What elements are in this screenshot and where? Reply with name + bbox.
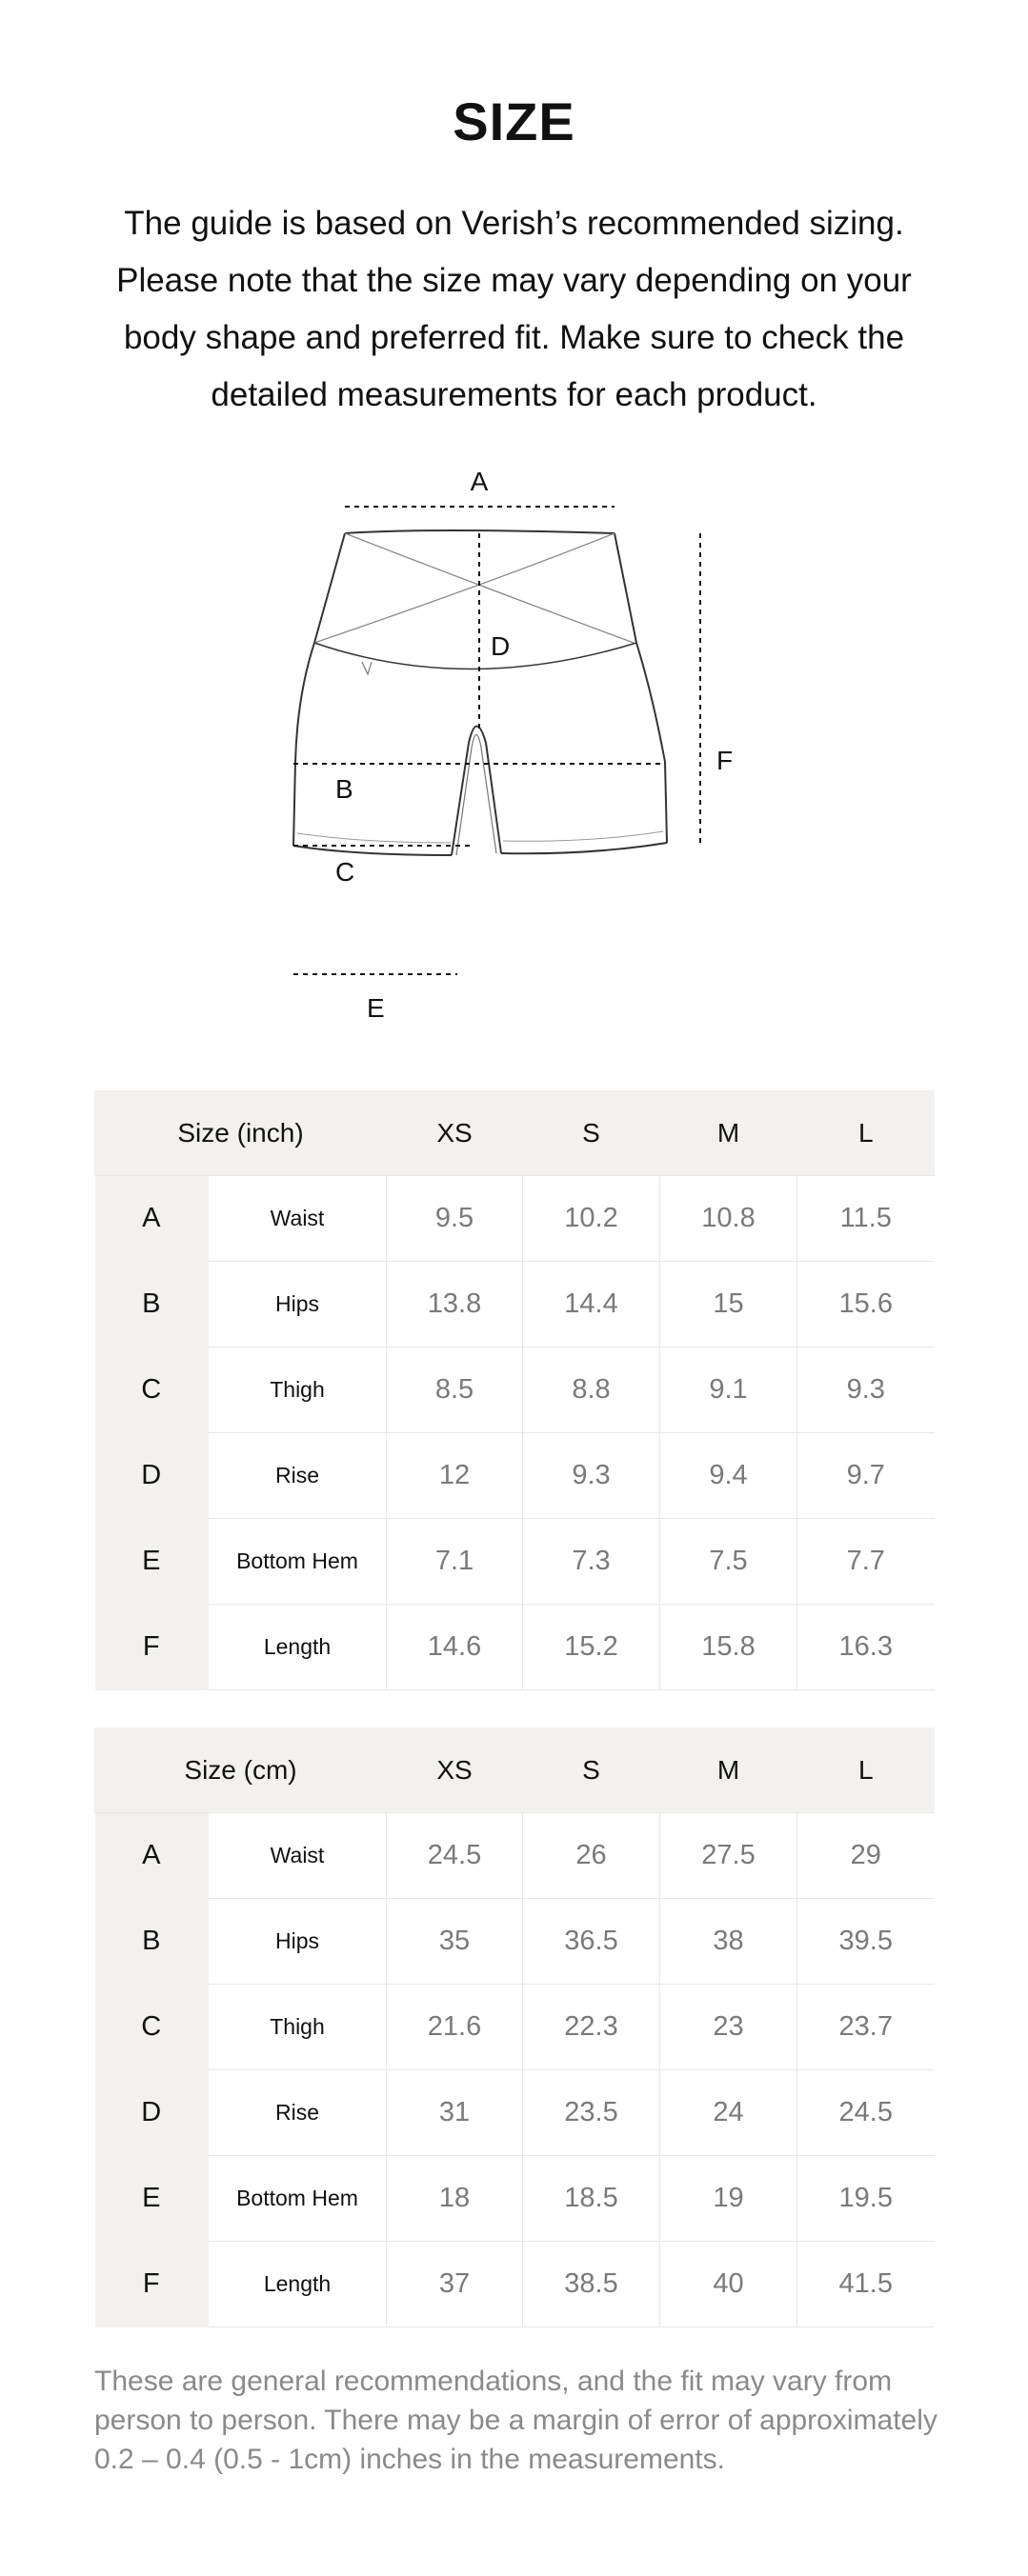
label-a: A bbox=[470, 467, 489, 496]
table-header-row bbox=[95, 1090, 935, 1176]
unit-header: Size (cm) bbox=[95, 1727, 387, 1813]
measure-value: 16.3 bbox=[797, 1605, 935, 1690]
measure-value: 13.8 bbox=[387, 1262, 523, 1348]
label-f: F bbox=[716, 746, 734, 775]
measure-name: Bottom Hem bbox=[209, 2156, 387, 2242]
table-row bbox=[95, 1813, 935, 1899]
table-row bbox=[95, 1985, 935, 2070]
measure-name: Length bbox=[209, 2242, 387, 2327]
measure-value: 41.5 bbox=[797, 2242, 935, 2327]
measure-value: 35 bbox=[387, 1899, 523, 1985]
measure-name: Thigh bbox=[209, 1985, 387, 2070]
measure-value: 24.5 bbox=[387, 1813, 523, 1899]
measure-code: A bbox=[95, 1176, 209, 1262]
measure-value: 36.5 bbox=[523, 1899, 660, 1985]
measure-value: 24 bbox=[660, 2070, 797, 2156]
measure-value: 15.2 bbox=[523, 1605, 660, 1690]
table-row bbox=[95, 1899, 935, 1985]
table-row bbox=[95, 2070, 935, 2156]
measure-name: Length bbox=[209, 1605, 387, 1690]
measure-value: 9.5 bbox=[387, 1176, 523, 1262]
label-b: B bbox=[335, 774, 353, 804]
unit-header: Size (inch) bbox=[95, 1090, 387, 1176]
size-header: S bbox=[523, 1727, 660, 1813]
measure-value: 7.3 bbox=[523, 1519, 660, 1605]
measure-value: 18.5 bbox=[523, 2156, 660, 2242]
label-d: D bbox=[491, 631, 511, 661]
measure-name: Rise bbox=[209, 1433, 387, 1519]
measure-value: 19 bbox=[660, 2156, 797, 2242]
measure-value: 18 bbox=[387, 2156, 523, 2242]
measure-value: 29 bbox=[797, 1813, 935, 1899]
measure-code: E bbox=[95, 2156, 209, 2242]
measure-value: 19.5 bbox=[797, 2156, 935, 2242]
measure-value: 40 bbox=[660, 2242, 797, 2327]
measure-value: 23.5 bbox=[523, 2070, 660, 2156]
measure-value: 9.7 bbox=[797, 1433, 935, 1519]
measure-name: Waist bbox=[209, 1813, 387, 1899]
measure-value: 27.5 bbox=[660, 1813, 797, 1899]
measure-value: 8.8 bbox=[523, 1348, 660, 1433]
table-row bbox=[95, 1605, 935, 1690]
measure-code: B bbox=[95, 1262, 209, 1348]
measure-value: 9.1 bbox=[660, 1348, 797, 1433]
measure-value: 26 bbox=[523, 1813, 660, 1899]
measure-value: 9.3 bbox=[523, 1433, 660, 1519]
measure-value: 23.7 bbox=[797, 1985, 935, 2070]
measure-value: 22.3 bbox=[523, 1985, 660, 2070]
measure-value: 8.5 bbox=[387, 1348, 523, 1433]
size-header: L bbox=[797, 1727, 935, 1813]
measure-name: Rise bbox=[209, 2070, 387, 2156]
measure-value: 23 bbox=[660, 1985, 797, 2070]
measure-value: 7.5 bbox=[660, 1519, 797, 1605]
measure-code: F bbox=[95, 2242, 209, 2327]
table-row bbox=[95, 1348, 935, 1433]
table-row bbox=[95, 2242, 935, 2327]
table-row bbox=[95, 1176, 935, 1262]
measure-code: D bbox=[95, 1433, 209, 1519]
measure-value: 14.4 bbox=[523, 1262, 660, 1348]
size-header: L bbox=[797, 1090, 935, 1176]
measure-value: 39.5 bbox=[797, 1899, 935, 1985]
measure-value: 38.5 bbox=[523, 2242, 660, 2327]
measure-value: 15.8 bbox=[660, 1605, 797, 1690]
measure-value: 15 bbox=[660, 1262, 797, 1348]
measure-code: C bbox=[95, 1348, 209, 1433]
size-table-inch bbox=[94, 1090, 935, 1690]
measure-value: 10.2 bbox=[523, 1176, 660, 1262]
measure-value: 10.8 bbox=[660, 1176, 797, 1262]
measure-code: A bbox=[95, 1813, 209, 1899]
table-header-row bbox=[95, 1727, 935, 1813]
measure-name: Hips bbox=[209, 1262, 387, 1348]
table-row bbox=[95, 1519, 935, 1605]
size-header: M bbox=[660, 1090, 797, 1176]
measure-value: 21.6 bbox=[387, 1985, 523, 2070]
measure-code: C bbox=[95, 1985, 209, 2070]
table-row bbox=[95, 1433, 935, 1519]
measure-value: 12 bbox=[387, 1433, 523, 1519]
label-e: E bbox=[367, 993, 385, 1023]
label-c: C bbox=[335, 857, 355, 887]
size-header: XS bbox=[387, 1090, 523, 1176]
size-table-cm bbox=[94, 1727, 935, 2327]
measure-code: F bbox=[95, 1605, 209, 1690]
measure-value: 7.7 bbox=[797, 1519, 935, 1605]
table-row bbox=[95, 2156, 935, 2242]
disclaimer-note: These are general recommendations, and the fit may vary from person to person. There may be a margin of error of approximately 0.2 – 0.4 (0.5 - 1cm) inches in the measurements. bbox=[94, 2366, 937, 2475]
measure-name: Thigh bbox=[209, 1348, 387, 1433]
measure-value: 31 bbox=[387, 2070, 523, 2156]
size-header: M bbox=[660, 1727, 797, 1813]
size-header: S bbox=[523, 1090, 660, 1176]
measure-name: Bottom Hem bbox=[209, 1519, 387, 1605]
measure-value: 11.5 bbox=[797, 1176, 935, 1262]
measure-value: 9.3 bbox=[797, 1348, 935, 1433]
measure-value: 15.6 bbox=[797, 1262, 935, 1348]
shorts-outline-icon bbox=[276, 457, 753, 1048]
size-header: XS bbox=[387, 1727, 523, 1813]
page-title: SIZE bbox=[453, 91, 575, 151]
shorts-diagram bbox=[276, 457, 753, 1048]
measure-value: 9.4 bbox=[660, 1433, 797, 1519]
intro-text: The guide is based on Verish’s recommended sizing. Please note that the size may vary depending on your body shape and preferred fit. Make sure to check the detailed measurements for each product. bbox=[116, 205, 912, 413]
measure-value: 14.6 bbox=[387, 1605, 523, 1690]
measure-code: E bbox=[95, 1519, 209, 1605]
measure-value: 24.5 bbox=[797, 2070, 935, 2156]
measure-code: B bbox=[95, 1899, 209, 1985]
measure-name: Hips bbox=[209, 1899, 387, 1985]
measure-value: 7.1 bbox=[387, 1519, 523, 1605]
table-row bbox=[95, 1262, 935, 1348]
measure-value: 38 bbox=[660, 1899, 797, 1985]
measure-name: Waist bbox=[209, 1176, 387, 1262]
measure-code: D bbox=[95, 2070, 209, 2156]
measure-value: 37 bbox=[387, 2242, 523, 2327]
